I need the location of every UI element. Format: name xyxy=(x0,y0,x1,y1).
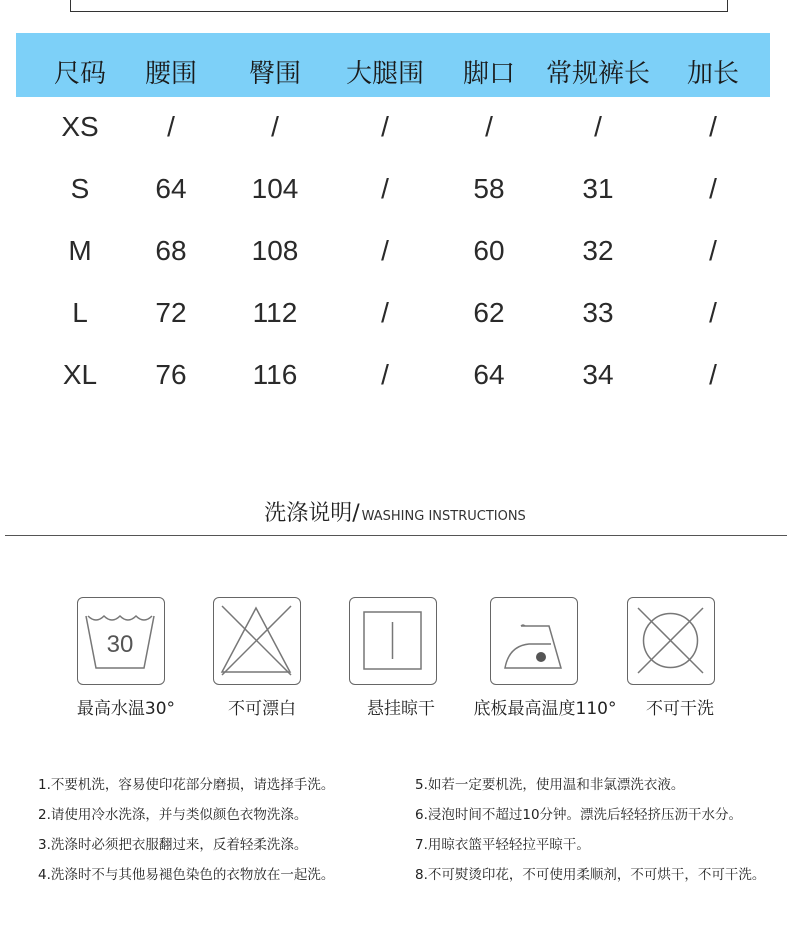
note-item: 2.请使用冷水洗涤，并与类似颜色衣物洗涤。 xyxy=(38,807,308,823)
header-size: 尺码 xyxy=(53,59,107,89)
wash-temp-text: 30 xyxy=(106,631,134,658)
table-cell: 112 xyxy=(252,297,298,328)
header-hip: 臀围 xyxy=(248,59,302,89)
note-item: 5.如若一定要机洗，使用温和非氯漂洗衣液。 xyxy=(415,777,685,793)
header-waist: 腰围 xyxy=(144,59,198,89)
table-cell: 116 xyxy=(252,359,298,390)
table-cell: / xyxy=(485,111,493,142)
wash-temp-label: 最高水温30° xyxy=(76,699,176,719)
table-cell: 68 xyxy=(155,235,187,266)
no-dry-clean-icon xyxy=(627,597,715,685)
wash-30-icon xyxy=(77,597,165,685)
table-cell: / xyxy=(709,235,717,266)
table-cell: S xyxy=(70,173,90,204)
section-divider xyxy=(5,535,787,536)
table-cell: / xyxy=(167,111,175,142)
table-cell: 60 xyxy=(473,235,505,266)
no-bleach-icon xyxy=(213,597,301,685)
washing-title xyxy=(0,496,790,527)
table-cell: 62 xyxy=(473,297,505,328)
table-cell: M xyxy=(68,235,92,266)
table-cell: 32 xyxy=(582,235,614,266)
table-cell: 72 xyxy=(155,297,187,328)
table-cell: / xyxy=(594,111,602,142)
table-row xyxy=(16,283,770,345)
header-leg-opening: 脚口 xyxy=(462,59,516,89)
iron-temp-label: 底板最高温度110° xyxy=(473,699,617,719)
washing-title-cn: 洗涤说明/ xyxy=(264,501,360,526)
table-cell: L xyxy=(72,297,88,328)
hang-dry-label: 悬挂晾干 xyxy=(367,699,435,719)
table-cell: XS xyxy=(61,111,99,142)
table-cell: XL xyxy=(62,359,98,390)
table-cell: / xyxy=(709,359,717,390)
size-chart-table xyxy=(16,33,770,407)
table-cell: / xyxy=(709,173,717,204)
note-item: 7.用晾衣篮平轻轻拉平晾干。 xyxy=(415,837,590,853)
table-cell: 58 xyxy=(473,173,505,204)
table-cell: / xyxy=(381,111,389,142)
notes-left xyxy=(38,770,334,890)
table-row xyxy=(16,221,770,283)
table-cell: 34 xyxy=(582,359,614,390)
note-item: 8.不可熨烫印花，不可使用柔顺剂，不可烘干，不可干洗。 xyxy=(415,867,766,883)
table-cell: 31 xyxy=(582,173,614,204)
table-cell: / xyxy=(271,111,279,142)
note-item: 3.洗涤时必须把衣服翻过来，反着轻柔洗涤。 xyxy=(38,837,308,853)
no-dry-clean-label: 不可干洗 xyxy=(646,699,714,719)
table-row xyxy=(16,345,770,407)
table-cell: / xyxy=(381,235,389,266)
size-chart-header xyxy=(16,33,770,97)
note-item: 4.洗涤时不与其他易褪色染色的衣物放在一起洗。 xyxy=(38,867,335,883)
table-row xyxy=(16,97,770,159)
table-cell: 64 xyxy=(473,359,505,390)
table-cell: 64 xyxy=(155,173,187,204)
washing-title-en: WASHING INSTRUCTIONS xyxy=(361,509,526,524)
top-frame xyxy=(70,0,728,12)
table-row xyxy=(16,159,770,221)
header-thigh: 大腿围 xyxy=(345,59,425,89)
table-cell: / xyxy=(381,359,389,390)
table-cell: / xyxy=(381,173,389,204)
note-item: 1.不要机洗，容易使印花部分磨损，请选择手洗。 xyxy=(38,777,335,793)
no-bleach-label: 不可漂白 xyxy=(228,699,296,719)
iron-icon xyxy=(490,597,578,685)
hang-dry-icon xyxy=(349,597,437,685)
table-cell: / xyxy=(709,297,717,328)
header-long-length: 加长 xyxy=(686,59,740,89)
table-cell: 33 xyxy=(582,297,614,328)
table-cell: 76 xyxy=(155,359,187,390)
table-cell: / xyxy=(709,111,717,142)
note-item: 6.浸泡时间不超过10分钟。漂洗后轻轻挤压沥干水分。 xyxy=(415,807,743,823)
table-cell: 104 xyxy=(251,173,299,204)
table-cell: / xyxy=(381,297,389,328)
header-regular-length: 常规裤长 xyxy=(545,59,651,89)
table-cell: 108 xyxy=(251,235,299,266)
notes-right xyxy=(415,770,765,890)
